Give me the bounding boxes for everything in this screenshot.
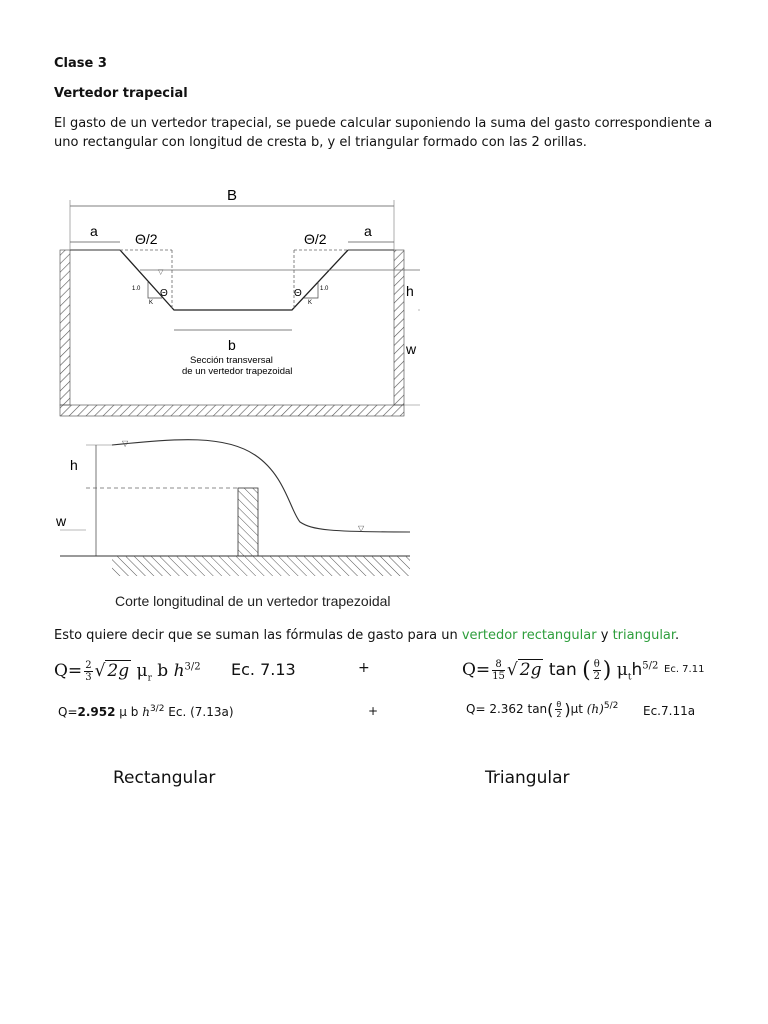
floor xyxy=(60,405,404,416)
caption-line1: Sección transversal xyxy=(190,355,273,366)
label-theta-half-left: Θ/2 xyxy=(135,231,158,247)
link-triangular[interactable]: triangular xyxy=(612,628,676,643)
longitudinal-figure xyxy=(50,430,420,615)
left-wall xyxy=(60,250,70,405)
label-one-left: 1.0 xyxy=(132,286,141,292)
equation-7-11: Q= $\frac{8}{15}$ √ 2g tan ( $\frac{\theta}{2}$ ) $\mu_th^{5/2}$ xyxy=(462,658,659,683)
equation-7-11a: Q= 2.362 tan( $\frac{\theta}{2}$ )μt $(h)^{5/2}$ xyxy=(466,700,619,719)
long-label-w: w xyxy=(56,513,67,529)
label-a-left: a xyxy=(90,223,98,239)
label-rectangular: Rectangular xyxy=(113,768,216,788)
equation-7-11a-ref: Ec.7.11a xyxy=(643,704,696,718)
label-triangular: Triangular xyxy=(485,768,570,788)
label-h: h xyxy=(406,283,414,299)
plus-sign-1: + xyxy=(358,660,370,676)
label-one-right: 1.0 xyxy=(320,286,329,292)
summary-sentence: Esto quiere decir que se suman las fórmulas de gasto para un vertedor rectangular y triangular. xyxy=(54,628,680,643)
label-b: b xyxy=(228,337,236,353)
trapezoid-notch xyxy=(120,250,348,310)
class-number: Clase 3 xyxy=(54,56,107,71)
equation-7-13a: Q=2.952 μ b $h^{3/2}$ Ec. (7.13a) xyxy=(58,704,234,719)
equation-7-11-ref: Ec. 7.11 xyxy=(664,664,705,675)
label-B: B xyxy=(227,187,238,204)
plus-sign-2: + xyxy=(368,704,379,718)
intro-paragraph: El gasto de un vertedor trapecial, se puede calcular suponiendo la suma del gasto correspondiente a uno rectangular con longitud de cresta b, y el triangular formado con las 2 orillas. xyxy=(54,116,713,150)
label-theta-half-right: Θ/2 xyxy=(304,231,327,247)
long-caption: Corte longitudinal de un vertedor trapezoidal xyxy=(115,593,391,609)
equation-7-13-ref: Ec. 7.13 xyxy=(231,660,296,679)
caption-line2: de un vertedor trapezoidal xyxy=(182,366,293,377)
water-profile xyxy=(112,440,410,532)
label-a-right: a xyxy=(364,223,372,239)
label-w: w xyxy=(406,341,417,357)
label-theta-left: Θ xyxy=(160,288,168,299)
link-rectangular[interactable]: vertedor rectangular xyxy=(461,628,597,643)
label-k-left: K xyxy=(149,300,154,306)
cross-section-figure xyxy=(50,180,420,420)
equation-7-13: Q= $\frac{2}{3}$ √ 2g $\mu_r$ b $h^{3/2}$ xyxy=(54,660,201,684)
weir-plate xyxy=(238,488,258,556)
svg-text:▽: ▽ xyxy=(122,439,129,448)
section-title: Vertedor trapecial xyxy=(54,86,188,101)
long-label-h: h xyxy=(70,457,78,473)
label-k-right: K xyxy=(308,300,313,306)
svg-text:▽: ▽ xyxy=(358,524,365,533)
label-theta-right: Θ xyxy=(294,288,302,299)
right-wall xyxy=(394,250,404,405)
svg-text:▽: ▽ xyxy=(158,269,164,276)
